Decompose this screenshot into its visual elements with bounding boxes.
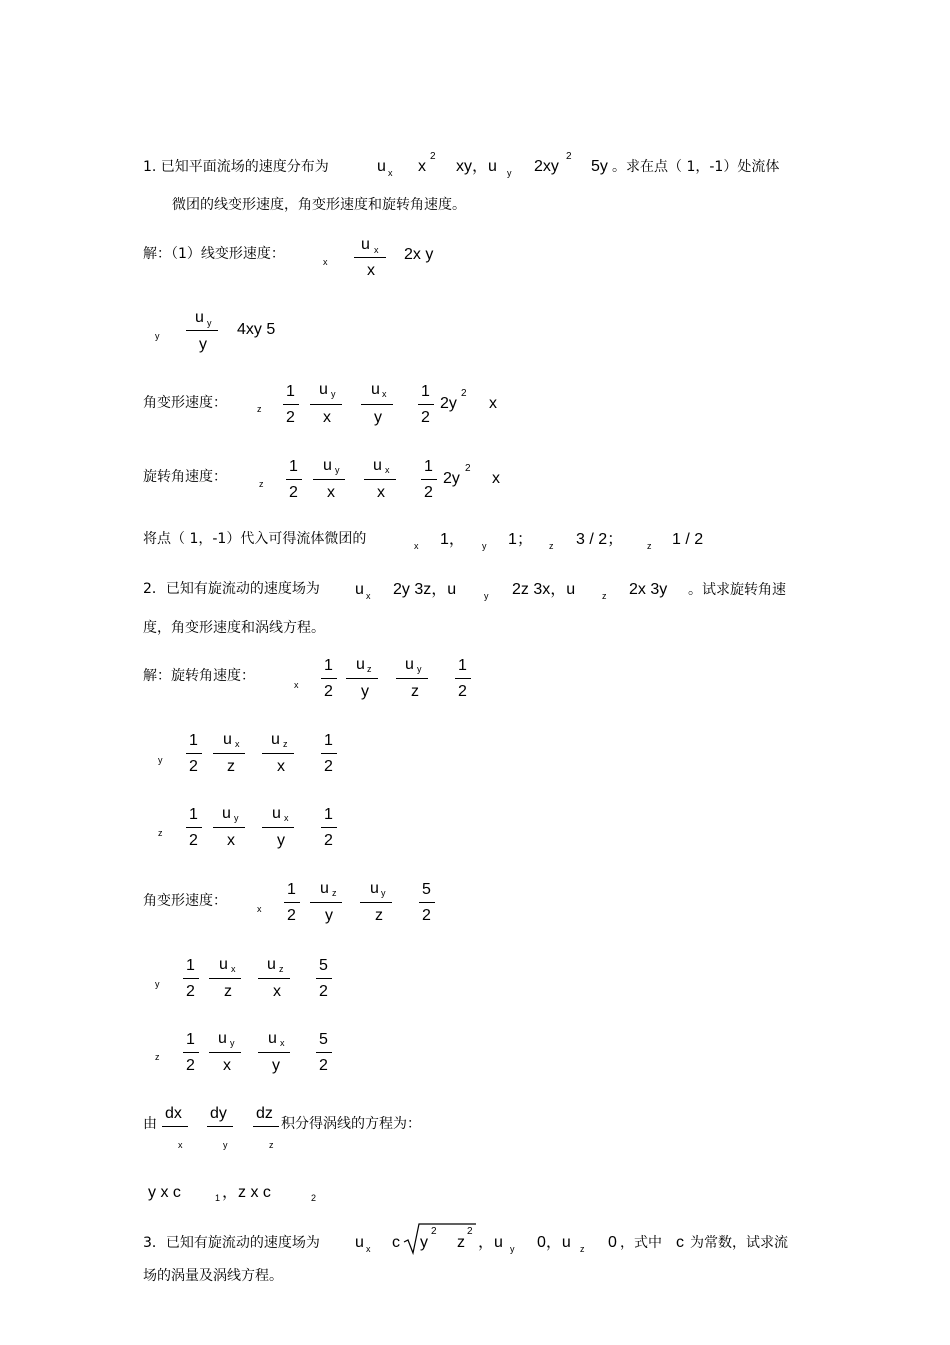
frac-num-sub: y bbox=[230, 1038, 235, 1048]
p3-y-sup: 2 bbox=[431, 1226, 437, 1237]
fraction-bar bbox=[186, 753, 202, 754]
omega-z-den-sub: z bbox=[269, 1140, 274, 1150]
fraction-bar bbox=[209, 978, 241, 979]
frac-num-sub: x bbox=[284, 813, 289, 823]
omega-y-sub: y bbox=[158, 755, 163, 765]
ang-rhs: 2y bbox=[440, 395, 457, 412]
label-angular-deformation: 角变形速度： bbox=[143, 395, 227, 411]
p1-rhs2-sup: 2 bbox=[566, 151, 572, 162]
p1-ux: u bbox=[377, 158, 386, 175]
result-num: 1 bbox=[458, 657, 467, 674]
fraction-bar bbox=[258, 978, 290, 979]
ang-f2-num-sub: x bbox=[382, 389, 387, 399]
fraction-bar bbox=[316, 1052, 332, 1053]
ang-f2-den: y bbox=[374, 409, 382, 426]
frac-num-sub: x bbox=[235, 739, 240, 749]
frac-num: u bbox=[356, 656, 365, 673]
fraction-bar bbox=[396, 678, 428, 679]
sqrt-icon bbox=[403, 1222, 477, 1256]
ang-rhs-sup: 2 bbox=[461, 388, 467, 399]
fraction-bar bbox=[313, 479, 345, 480]
theta-y-sub: y bbox=[155, 979, 160, 989]
frac-num-sub: y bbox=[417, 664, 422, 674]
frac-den: x bbox=[277, 758, 285, 775]
frac-den: x bbox=[223, 1057, 231, 1074]
fraction-bar bbox=[360, 902, 392, 903]
fraction-bar bbox=[183, 1052, 199, 1053]
half-num: 1 bbox=[421, 383, 430, 400]
half-num: 1 bbox=[186, 1031, 195, 1048]
fraction-bar bbox=[361, 404, 393, 405]
rot-f1-num: u bbox=[323, 457, 332, 474]
fraction-bar bbox=[258, 1052, 290, 1053]
vortex-pre: 由 bbox=[143, 1116, 157, 1132]
p1-ux-sub: x bbox=[388, 168, 393, 178]
p2-uy-sub: y bbox=[484, 591, 489, 601]
result-text: 将点（ 1，-1）代入可得流体微团的 bbox=[143, 531, 367, 547]
p1-uy-sub: y bbox=[507, 168, 512, 178]
eps-x-num: u bbox=[361, 236, 370, 253]
problem-3-text-d: 场的涡量及涡线方程。 bbox=[143, 1268, 283, 1284]
p3-c2: c bbox=[676, 1234, 684, 1251]
final-eq: y x c bbox=[148, 1184, 181, 1201]
frac-num: u bbox=[271, 731, 280, 748]
vortex-post: 积分得涡线的方程为： bbox=[281, 1116, 421, 1132]
result-num: 5 bbox=[422, 881, 431, 898]
result-num: 1 bbox=[324, 806, 333, 823]
res-z-val: 3 / 2； bbox=[576, 531, 624, 548]
ang-rhs-b: x bbox=[489, 395, 497, 412]
half-den: 2 bbox=[189, 758, 198, 775]
p2-rhs-z: 2x 3y bbox=[629, 581, 668, 598]
fraction-bar bbox=[455, 678, 471, 679]
res-z2-val: 1 / 2 bbox=[672, 531, 704, 548]
half-num: 1 bbox=[189, 732, 198, 749]
fraction-bar bbox=[186, 330, 218, 331]
fraction-bar bbox=[321, 753, 337, 754]
dz: dz bbox=[256, 1105, 273, 1122]
half-den: 2 bbox=[421, 409, 430, 426]
p2-rhs-x: 2y 3z，u bbox=[393, 581, 457, 598]
rot-sub: z bbox=[259, 479, 264, 489]
p1-rhs2b: 5y bbox=[591, 158, 608, 175]
p1-rhs1b: xy，u bbox=[456, 158, 497, 175]
half-den: 2 bbox=[287, 907, 296, 924]
res-y-val: 1； bbox=[508, 531, 533, 548]
half-num: 1 bbox=[324, 657, 333, 674]
p2-rhs-y: 2z 3x，u bbox=[512, 581, 576, 598]
fraction-bar bbox=[419, 902, 435, 903]
omega-z-sub: z bbox=[158, 828, 163, 838]
frac-den: z bbox=[227, 758, 235, 775]
fraction-bar bbox=[346, 678, 378, 679]
theta-x-sub: x bbox=[257, 904, 262, 914]
rot-f2-den: x bbox=[377, 484, 385, 501]
frac-num-sub: z bbox=[367, 664, 372, 674]
label-rotation: 旋转角速度： bbox=[143, 469, 227, 485]
dy: dy bbox=[210, 1105, 227, 1122]
fraction-bar bbox=[162, 1126, 188, 1127]
eps-x-rhs: 2x y bbox=[404, 246, 434, 263]
problem-2-text-b: 。试求旋转角速 bbox=[688, 582, 786, 598]
frac-num: u bbox=[267, 956, 276, 973]
frac-den: z bbox=[224, 983, 232, 1000]
frac-den: y bbox=[361, 683, 369, 700]
fraction-bar bbox=[186, 827, 202, 828]
frac-num-sub: z bbox=[279, 964, 284, 974]
fraction-bar bbox=[418, 404, 434, 405]
half-num: 1 bbox=[289, 458, 298, 475]
eps-y-num: u bbox=[195, 309, 204, 326]
problem-1-text-a: 1. 已知平面流场的速度分布为 bbox=[143, 159, 329, 175]
fraction-bar bbox=[321, 827, 337, 828]
result-den: 2 bbox=[319, 1057, 328, 1074]
frac-num: u bbox=[405, 656, 414, 673]
p2-ux-sub: x bbox=[366, 591, 371, 601]
theta-z-sub: z bbox=[155, 1052, 160, 1062]
fraction-bar bbox=[364, 479, 396, 480]
p2-ux: u bbox=[355, 581, 364, 598]
half-num: 1 bbox=[186, 957, 195, 974]
frac-num-sub: x bbox=[231, 964, 236, 974]
p1-rhs1: x bbox=[418, 158, 426, 175]
rot-f1-num-sub: y bbox=[335, 465, 340, 475]
dx: dx bbox=[165, 1105, 182, 1122]
p3-y: y bbox=[420, 1234, 428, 1251]
rot-rhs-b: x bbox=[492, 470, 500, 487]
fraction-bar bbox=[310, 404, 342, 405]
fraction-bar bbox=[283, 404, 299, 405]
eps-y-den: y bbox=[199, 336, 207, 353]
half-den: 2 bbox=[189, 832, 198, 849]
res-x-sub: x bbox=[414, 541, 419, 551]
p3-uy-sub: y bbox=[510, 1244, 515, 1254]
result-den: 2 bbox=[324, 758, 333, 775]
p3-zero1: 0，u bbox=[537, 1234, 571, 1251]
frac-den: y bbox=[277, 832, 285, 849]
final-c1: 1 bbox=[215, 1193, 221, 1203]
label-angular-deformation-2: 角变形速度： bbox=[143, 893, 227, 909]
half-den: 2 bbox=[324, 683, 333, 700]
p3-c: c bbox=[392, 1234, 400, 1251]
fraction-bar bbox=[354, 257, 386, 258]
frac-num: u bbox=[370, 880, 379, 897]
fraction-bar bbox=[321, 678, 337, 679]
frac-num: u bbox=[218, 1030, 227, 1047]
result-num: 1 bbox=[324, 732, 333, 749]
half-den: 2 bbox=[286, 409, 295, 426]
half-num: 1 bbox=[286, 383, 295, 400]
p2-uz-sub: z bbox=[602, 591, 607, 601]
frac-den: z bbox=[411, 683, 419, 700]
ang-sub: z bbox=[257, 404, 262, 414]
eps-x-num-sub: x bbox=[374, 245, 379, 255]
half-num: 1 bbox=[287, 881, 296, 898]
problem-2-text-a: 2．已知有旋流动的速度场为 bbox=[143, 581, 320, 597]
res-y-sub: y bbox=[482, 541, 487, 551]
rot-f2-num: u bbox=[373, 457, 382, 474]
label-linear-deformation: 解：（1）线变形速度： bbox=[143, 246, 285, 262]
result-num: 5 bbox=[319, 957, 328, 974]
problem-3-text-a: 3．已知有旋流动的速度场为 bbox=[143, 1235, 320, 1251]
fraction-bar bbox=[253, 1126, 279, 1127]
frac-den: y bbox=[325, 907, 333, 924]
result-den: 2 bbox=[319, 983, 328, 1000]
half-den: 2 bbox=[289, 484, 298, 501]
omega-x-den-sub: x bbox=[178, 1140, 183, 1150]
fraction-bar bbox=[262, 827, 294, 828]
frac-num: u bbox=[272, 805, 281, 822]
ang-f2-num: u bbox=[371, 381, 380, 398]
res-x-val: 1， bbox=[440, 531, 465, 548]
frac-num-sub: z bbox=[283, 739, 288, 749]
result-num: 5 bbox=[319, 1031, 328, 1048]
p1-rhs2: 2xy bbox=[534, 158, 559, 175]
half-den: 2 bbox=[424, 484, 433, 501]
frac-num: u bbox=[223, 731, 232, 748]
res-z2-sub: z bbox=[647, 541, 652, 551]
rot-f2-num-sub: x bbox=[385, 465, 390, 475]
frac-num: u bbox=[268, 1030, 277, 1047]
fraction-bar bbox=[262, 753, 294, 754]
eps-y-rhs: 4xy 5 bbox=[237, 321, 276, 338]
frac-num: u bbox=[222, 805, 231, 822]
p3-ux-sub: x bbox=[366, 1244, 371, 1254]
omega-x-sub: x bbox=[294, 680, 299, 690]
p3-rest: ，u bbox=[478, 1234, 503, 1251]
fraction-bar bbox=[284, 902, 300, 903]
final-mid: ，z x c bbox=[222, 1184, 271, 1201]
p3-uz-sub: z bbox=[580, 1244, 585, 1254]
label-rotation-2: 解：旋转角速度： bbox=[143, 668, 255, 684]
result-den: 2 bbox=[422, 907, 431, 924]
ang-f1-num: u bbox=[319, 381, 328, 398]
frac-den: y bbox=[272, 1057, 280, 1074]
frac-den: z bbox=[375, 907, 383, 924]
final-c2: 2 bbox=[311, 1193, 317, 1203]
fraction-bar bbox=[316, 978, 332, 979]
frac-num-sub: y bbox=[381, 888, 386, 898]
frac-num-sub: z bbox=[332, 888, 337, 898]
half-num: 1 bbox=[189, 806, 198, 823]
fraction-bar bbox=[213, 753, 245, 754]
fraction-bar bbox=[183, 978, 199, 979]
fraction-bar bbox=[421, 479, 437, 480]
p3-zero2: 0 bbox=[608, 1234, 617, 1251]
fraction-bar bbox=[310, 902, 342, 903]
eps-x-sub: x bbox=[323, 257, 328, 267]
frac-num-sub: x bbox=[280, 1038, 285, 1048]
rot-f1-den: x bbox=[327, 484, 335, 501]
fraction-bar bbox=[286, 479, 302, 480]
frac-num: u bbox=[320, 880, 329, 897]
frac-den: x bbox=[227, 832, 235, 849]
half-num: 1 bbox=[424, 458, 433, 475]
result-den: 2 bbox=[458, 683, 467, 700]
p3-ux: u bbox=[355, 1234, 364, 1251]
ang-f1-den: x bbox=[323, 409, 331, 426]
p3-z: z bbox=[457, 1234, 465, 1251]
fraction-bar bbox=[207, 1126, 233, 1127]
p3-z-sup: 2 bbox=[467, 1226, 473, 1237]
eps-x-den: x bbox=[367, 262, 375, 279]
fraction-bar bbox=[213, 827, 245, 828]
frac-num-sub: y bbox=[234, 813, 239, 823]
omega-y-den-sub: y bbox=[223, 1140, 228, 1150]
eps-y-sub: y bbox=[155, 331, 160, 341]
problem-2-text-c: 度，角变形速度和涡线方程。 bbox=[143, 620, 325, 636]
problem-3-text-b: ，式中 bbox=[620, 1235, 662, 1251]
rot-rhs-sup: 2 bbox=[465, 463, 471, 474]
problem-1-text-b: 。求在点（ 1，-1）处流体 bbox=[612, 159, 780, 175]
half-den: 2 bbox=[186, 1057, 195, 1074]
frac-den: x bbox=[273, 983, 281, 1000]
eps-y-num-sub: y bbox=[207, 318, 212, 328]
rot-rhs: 2y bbox=[443, 470, 460, 487]
problem-3-text-c: 为常数，试求流 bbox=[690, 1235, 788, 1251]
frac-num: u bbox=[219, 956, 228, 973]
half-den: 2 bbox=[186, 983, 195, 1000]
fraction-bar bbox=[209, 1052, 241, 1053]
result-den: 2 bbox=[324, 832, 333, 849]
ang-f1-num-sub: y bbox=[331, 389, 336, 399]
problem-1-text-c: 微团的线变形速度，角变形速度和旋转角速度。 bbox=[172, 197, 466, 213]
res-z-sub: z bbox=[549, 541, 554, 551]
p1-rhs1-sup: 2 bbox=[430, 151, 436, 162]
